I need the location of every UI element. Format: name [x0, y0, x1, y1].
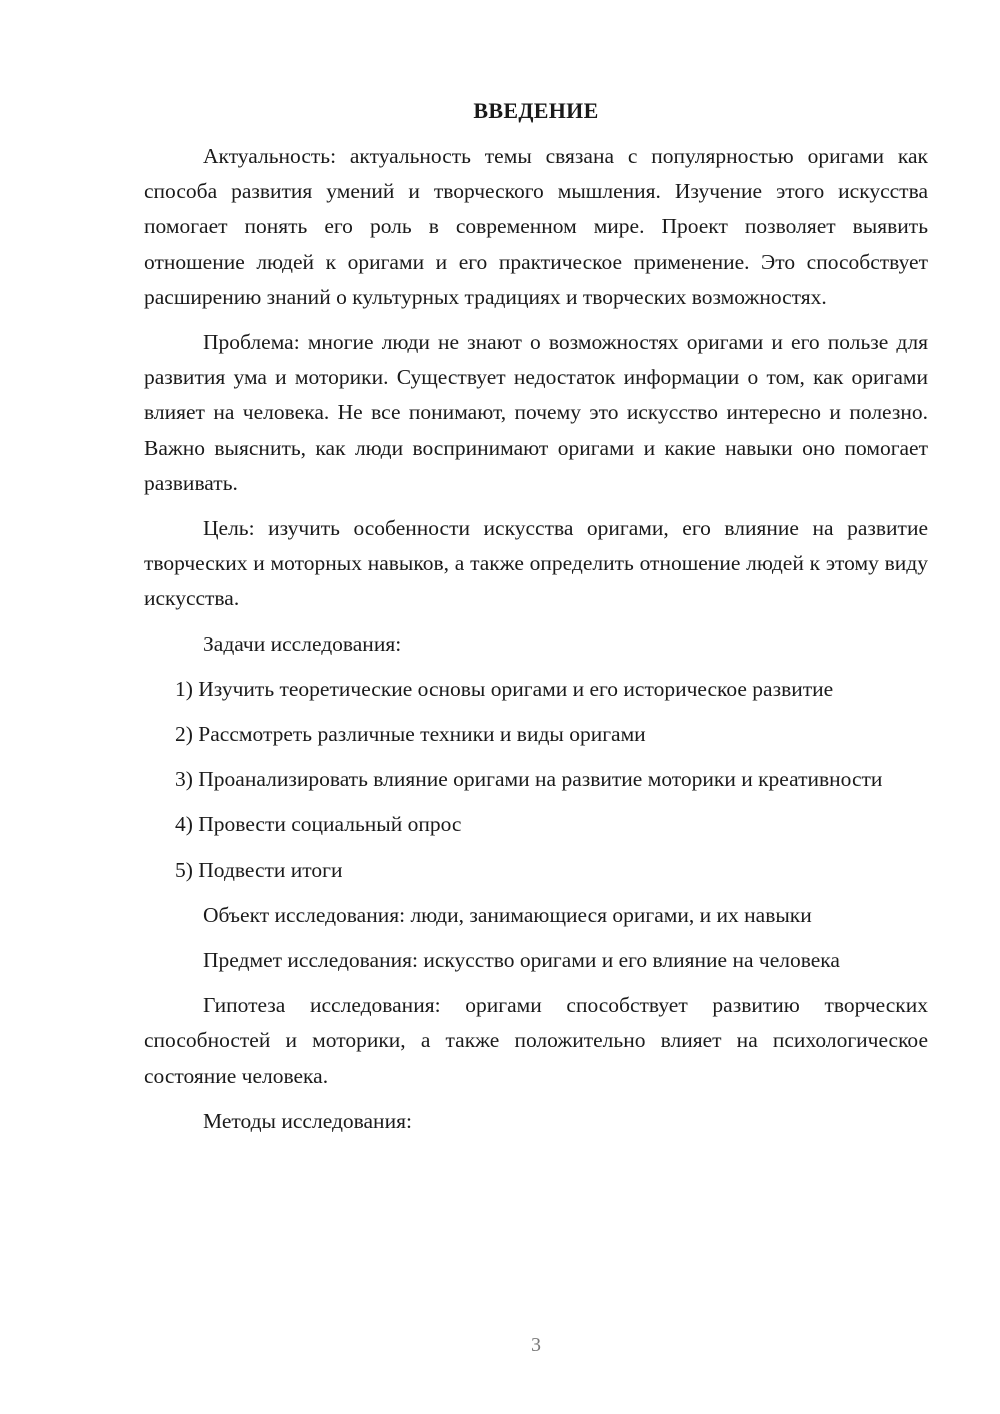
- paragraph-subject: Предмет исследования: искусство оригами и его влияние на человека: [203, 948, 840, 973]
- paragraph-hypothesis: Гипотеза исследования: оригами способствует развитию творческих способностей и моторики, а также положительно влияет на психологическое состояние человека.: [144, 993, 928, 1088]
- tasks-heading: Задачи исследования:: [203, 631, 402, 656]
- paragraph-goal: Цель: изучить особенности искусства оригами, его влияние на развитие творческих и моторных навыков, а также определить отношение людей к этому виду искусства.: [144, 516, 928, 611]
- page-number: 3: [531, 1334, 541, 1356]
- paragraph-problem: Проблема: многие люди не знают о возможностях оригами и его пользе для развития ума и моторики. Существует недостаток информации о том, как оригами влияет на человека. Не все понимают, почему это искусство интересно и полезно. Важно выяснить, как люди воспринимают оригами и какие навыки оно помогает развивать.: [144, 330, 928, 495]
- paragraph-relevance: Актуальность: актуальность темы связана с популярностью оригами как способа развития умений и творческого мышления. Изучение этого искусства помогает понять его роль в современном мире. Проект позволяет выявить отношение людей к оригами и его практическое применение. Это способствует расширению знаний о культурных традициях и творческих возможностях.: [144, 144, 928, 309]
- list-item-task-2: 2) Рассмотреть различные техники и виды оригами: [175, 722, 646, 747]
- list-item-task-1: 1) Изучить теоретические основы оригами и его историческое развитие: [175, 676, 834, 701]
- paragraph-object: Объект исследования: люди, занимающиеся оригами, и их навыки: [203, 902, 812, 927]
- list-item-task-4: 4) Провести социальный опрос: [175, 812, 462, 837]
- page-title: ВВЕДЕНИЕ: [473, 98, 599, 123]
- list-item-task-3: 3) Проанализировать влияние оригами на развитие моторики и креативности: [175, 767, 883, 792]
- list-item-task-5: 5) Подвести итоги: [175, 857, 343, 882]
- page-content: [144, 95, 928, 1149]
- paragraph-methods: Методы исследования:: [203, 1108, 412, 1133]
